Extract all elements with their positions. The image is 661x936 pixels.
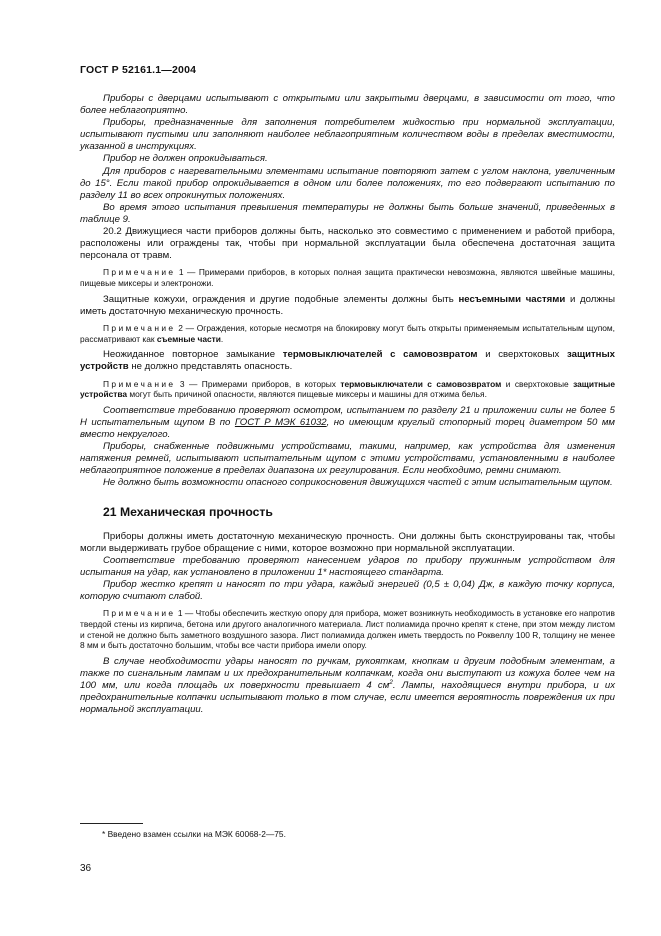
standard-reference-link[interactable]: ГОСТ Р МЭК 61032 — [234, 417, 327, 428]
note-text: 1 — Примерами приборов, в которых полная защита практически невозможна, являются швейные машины, пищевые миксеры и электроножи. — [80, 267, 615, 289]
paragraph-reclosure: Неожиданное повторное замыкание термовыключателей с самовозвратом и сверхтоковых защитных устройств не должно представлять опасность. — [80, 349, 615, 373]
note-2-guards: Примечание 2 — Ограждения, которые несмотря на блокировку могут быть открыты применяемым испытательным щупом, рассматривают как съемные части. — [80, 322, 615, 344]
note-label: Примечание — [103, 322, 176, 333]
clause-20-2: 20.2 Движущиеся части приборов должны быть, насколько это совместимо с применением и работой прибора, расположены или ограждены так, чтобы при нормальной эксплуатации была обеспечена достаточная защита персонала от травм. — [80, 226, 615, 262]
paragraph-temperature-rise: Во время этого испытания превышения температуры не должны быть больше значений, приведенных в таблице 9. — [80, 201, 615, 225]
note-label: Примечание — [103, 267, 176, 278]
paragraph-heating-elements: Для приборов с нагревательными элементами испытание повторяют затем с углом наклона, увеличенным до 15°. Если такой прибор опрокидывается в одном или более положениях, то его подвергают испытанию по разделу 11 во всех опрокинутых положениях. — [80, 165, 615, 201]
term-self-resetting-cutouts: термовыключатели с самовозвратом — [340, 378, 502, 389]
paragraph-movable-devices: Приборы, снабженные подвижными устройствами, такими, например, как устройства для изменения натяжения ремней, испытывают испытательным щупом с этими устройствами, установленными в наиболее неблагоприятное положение в пределах диапазона их регулирования. Если необходимо, ремни снимают. — [80, 441, 615, 477]
paragraph-no-tip: Прибор не должен опрокидываться. — [103, 153, 268, 165]
paragraph-no-contact: Не должно быть возможности опасного соприкосновения движущихся частей с этим испытательным щупом. — [103, 477, 613, 489]
term-non-detachable-parts: несъемными частями — [458, 293, 566, 305]
section-heading-21: 21 Механическая прочность — [103, 504, 273, 519]
note-text: 1 — Чтобы обеспечить жесткую опору для прибора, может возникнуть необходимость в установке его напротив твердой стены из кирпича, бетона или другого аналогичного материала. Лист полиамида прочно крепят к стене, при этом между листом и стеной не должно быть заметного воздушного зазора. Лист полиамида должен иметь твердость по Роквеллу 100 R, толщину не менее 8 мм и быть достаточно большим, чтобы все части прибора имели опору. — [80, 608, 615, 651]
term-protective-devices: защитные устройства — [80, 378, 615, 400]
paragraph-compliance-probe: Соответствие требованию проверяют осмотром, испытанием по разделу 21 и приложении силы не более 5 Н испытательным щупом В по ГОСТ Р МЭК 61032, но имеющим круглый стопорный торец диаметром 50 мм вместо некруглого. — [80, 404, 615, 441]
paragraph-impact-test: Соответствие требованию проверяют нанесением ударов по прибору пружинным устройством для испытания на удар, как установлено в приложении 1* настоящего стандарта. — [80, 554, 615, 578]
footnote-rule — [80, 823, 143, 824]
footnote: * Введено взамен ссылки на МЭК 60068-2—75. — [102, 829, 286, 839]
note-1-support — [80, 608, 615, 651]
paragraph-knobs-lamps: В случае необходимости удары наносят по ручкам, рукояткам, кнопкам и другим подобным элементам, а также по сигнальным лампам и их предохранительным колпачкам, когда они выступают из кожуха более чем на 100 мм, или когда площадь их поверхности превышает 4 $см^2$. Лампы, находящиеся внутри прибора, и их предохранительные колпачки испытывают только в том случае, если имеется вероятность повреждения их при нормальной эксплуатации. — [80, 655, 615, 716]
paragraph-three-blows: Прибор жестко крепят и наносят по три удара, каждый энергией (0,5 ± 0,04) Дж, в каждую точку корпуса, которую считают слабой. — [80, 578, 615, 603]
page-number: 36 — [80, 863, 92, 874]
note-3-reclosure: Примечание 3 — Примерами приборов, в которых термовыключатели с самовозвратом и сверхтоковые защитные устройства могут быть причиной опасности, являются пищевые миксеры и машины для отжима белья. — [80, 378, 615, 400]
term-protective-devices: защитных устройств — [80, 349, 615, 373]
paragraph-mechanical-strength: Приборы должны иметь достаточную механическую прочность. Они должны быть сконструированы так, чтобы могли выдерживать грубое обращение с ними, которое возможно при нормальной эксплуатации. — [80, 530, 615, 554]
paragraph-guards: Защитные кожухи, ограждения и другие подобные элементы должны быть несъемными частями и должны иметь достаточную механическую прочность. — [80, 293, 615, 317]
paragraph-doors: Приборы с дверцами испытывают с открытыми или закрытыми дверцами, в зависимости от того, что более неблагоприятно. — [80, 93, 615, 117]
paragraph-liquid-fill: Приборы, предназначенные для заполнения потребителем жидкостью при нормальной эксплуатации, испытывают пустыми или заполняют наиболее неблагоприятным количеством воды в пределах вместимости, указанной в инструкциях. — [80, 117, 615, 153]
note-label: Примечание — [103, 378, 176, 389]
standard-header: ГОСТ Р 52161.1—2004 — [80, 64, 197, 76]
term-self-resetting-cutouts: термовыключателей с самовозвратом — [282, 349, 478, 361]
term-detachable-parts: съемные части — [156, 333, 221, 344]
page-body — [80, 93, 615, 716]
note-label: Примечание — [103, 608, 176, 619]
note-1-moving-parts — [80, 267, 615, 288]
